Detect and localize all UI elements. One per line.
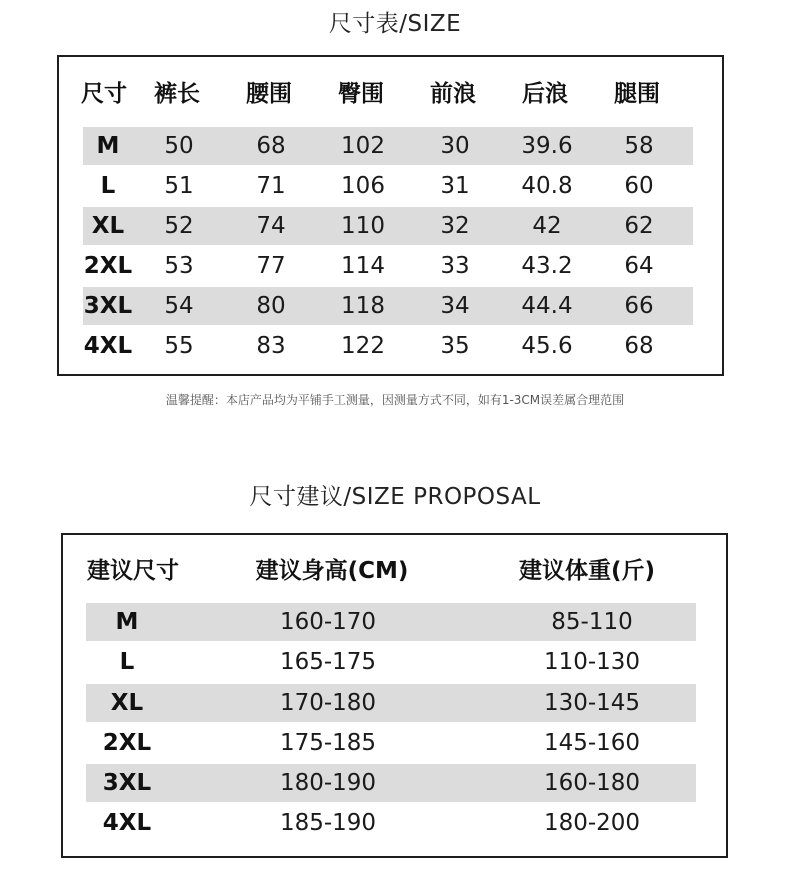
value-cell: 33: [440, 253, 470, 279]
value-cell: 68: [256, 133, 286, 159]
header-pants-length: 裤长: [154, 80, 200, 107]
value-cell: 122: [341, 333, 385, 359]
header-back-rise: 后浪: [522, 80, 568, 107]
size-cell: L: [100, 173, 116, 199]
header-hip: 臀围: [338, 80, 384, 107]
header-thigh: 腿围: [614, 80, 660, 107]
value-cell: 42: [532, 213, 562, 239]
size-proposal-title: 尺寸建议/SIZE PROPOSAL: [249, 484, 541, 510]
table-row: [86, 684, 696, 722]
value-cell: 80: [256, 293, 286, 319]
size-chart-table: [57, 55, 724, 376]
weight-cell: 145-160: [543, 730, 641, 756]
table-row: [83, 127, 693, 165]
value-cell: 102: [341, 133, 385, 159]
value-cell: 66: [624, 293, 654, 319]
value-cell: 39.6: [521, 133, 573, 159]
size-cell: 2XL: [102, 730, 152, 756]
weight-cell: 110-130: [543, 649, 641, 675]
value-cell: 106: [341, 173, 385, 199]
size-cell: XL: [110, 690, 144, 716]
height-cell: 170-180: [279, 690, 377, 716]
value-cell: 110: [341, 213, 385, 239]
table-row: [83, 167, 693, 205]
value-cell: 58: [624, 133, 654, 159]
table-row: [83, 327, 693, 365]
table-row: [86, 603, 696, 641]
size-cell: M: [115, 609, 139, 635]
table-row: [83, 247, 693, 285]
size-proposal-table: [61, 533, 728, 858]
value-cell: 35: [440, 333, 470, 359]
size-cell: M: [96, 133, 120, 159]
header-recommended-size: 建议尺寸: [87, 557, 179, 584]
value-cell: 64: [624, 253, 654, 279]
value-cell: 44.4: [521, 293, 573, 319]
value-cell: 114: [341, 253, 385, 279]
header-recommended-weight: 建议体重(斤): [518, 557, 656, 584]
table-row: [86, 643, 696, 681]
table-row: [86, 764, 696, 802]
size-proposal-header-row: [87, 548, 707, 588]
size-cell: 3XL: [102, 770, 152, 796]
value-cell: 30: [440, 133, 470, 159]
value-cell: 77: [256, 253, 286, 279]
height-cell: 160-170: [279, 609, 377, 635]
header-waist: 腰围: [246, 80, 292, 107]
value-cell: 32: [440, 213, 470, 239]
header-front-rise: 前浪: [430, 80, 476, 107]
value-cell: 31: [440, 173, 470, 199]
table-row: [83, 287, 693, 325]
value-cell: 40.8: [521, 173, 573, 199]
size-cell: XL: [91, 213, 125, 239]
table-row: [86, 724, 696, 762]
value-cell: 71: [256, 173, 286, 199]
size-cell: 2XL: [83, 253, 133, 279]
size-cell: 4XL: [102, 810, 152, 836]
value-cell: 68: [624, 333, 654, 359]
weight-cell: 85-110: [551, 609, 633, 635]
header-recommended-height: 建议身高(CM): [255, 557, 409, 584]
header-size: 尺寸: [81, 80, 127, 107]
value-cell: 83: [256, 333, 286, 359]
table-row: [83, 207, 693, 245]
size-cell: L: [119, 649, 135, 675]
table-row: [86, 804, 696, 842]
measurement-note: 温馨提醒：本店产品均为平铺手工测量，因测量方式不同，如有1-3CM误差属合理范围: [165, 393, 625, 407]
height-cell: 185-190: [279, 810, 377, 836]
value-cell: 118: [341, 293, 385, 319]
size-cell: 3XL: [83, 293, 133, 319]
value-cell: 55: [164, 333, 194, 359]
value-cell: 50: [164, 133, 194, 159]
height-cell: 165-175: [279, 649, 377, 675]
value-cell: 74: [256, 213, 286, 239]
value-cell: 60: [624, 173, 654, 199]
value-cell: 62: [624, 213, 654, 239]
value-cell: 54: [164, 293, 194, 319]
height-cell: 175-185: [279, 730, 377, 756]
value-cell: 52: [164, 213, 194, 239]
value-cell: 53: [164, 253, 194, 279]
weight-cell: 180-200: [543, 810, 641, 836]
size-chart-title: 尺寸表/SIZE: [328, 11, 462, 37]
value-cell: 34: [440, 293, 470, 319]
weight-cell: 160-180: [543, 770, 641, 796]
weight-cell: 130-145: [543, 690, 641, 716]
value-cell: 43.2: [521, 253, 573, 279]
size-chart-header-row: [81, 71, 701, 111]
height-cell: 180-190: [279, 770, 377, 796]
size-cell: 4XL: [83, 333, 133, 359]
value-cell: 45.6: [521, 333, 573, 359]
value-cell: 51: [164, 173, 194, 199]
